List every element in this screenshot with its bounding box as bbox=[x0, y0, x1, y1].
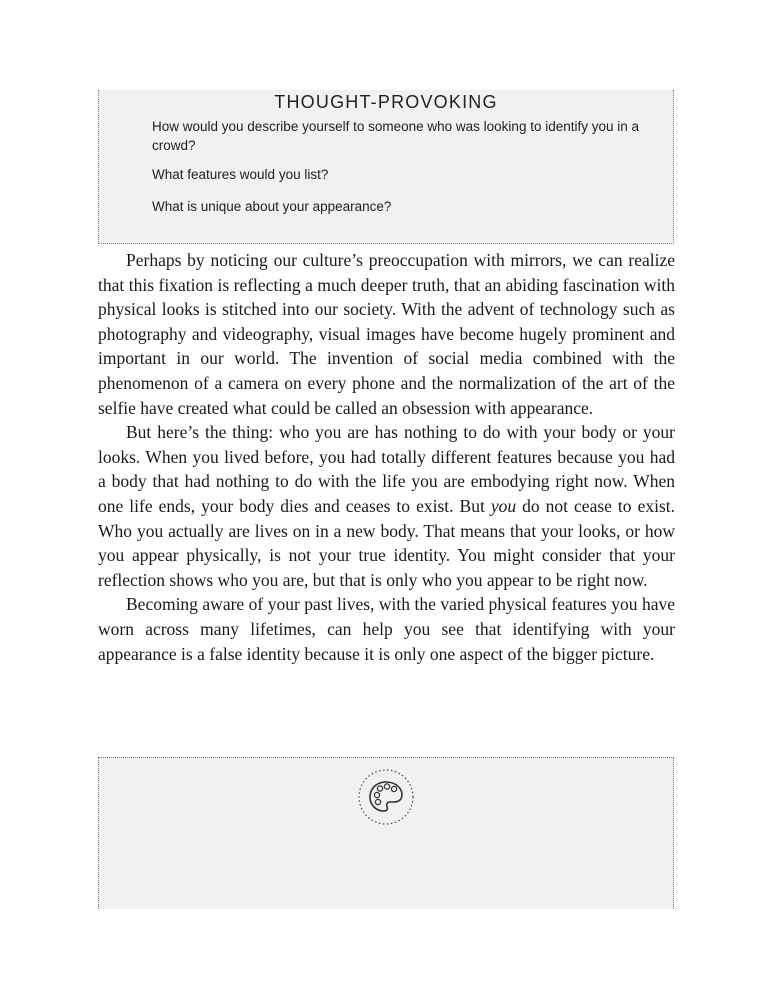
palette-icon bbox=[357, 768, 415, 826]
paragraph-2-end: do not cease to exist. Who you actually are lives on in a new body. That means that your looks, or how you appear physically, is not your true identity. You might consider that your reflection shows who you are, but that is only who you appear to be right now. bbox=[98, 495, 675, 590]
thought-provoking-box bbox=[98, 90, 674, 244]
emphasis-you: you bbox=[490, 495, 517, 516]
paragraph-2-start: But here’s the thing: who you are has nothing to do with your body or your looks. When you lived before, you had totally different features because you had a body that had nothing to do with the life you are embodying right now. When one life ends, your body dies and ceases to exist. But bbox=[98, 422, 675, 516]
question-3: What is unique about your appearance? bbox=[152, 199, 392, 214]
activity-box bbox=[98, 757, 674, 909]
paragraph-2 bbox=[98, 420, 675, 592]
question-1: How would you describe yourself to someone who was looking to identify you in a crowd? bbox=[152, 119, 640, 153]
body-text bbox=[98, 248, 675, 666]
question-2: What features would you list? bbox=[152, 167, 329, 182]
paragraph-3: Becoming aware of your past lives, with the varied physical features you have worn across many lifetimes, can help you see that identifying with your appearance is a false identity because it is only one aspect of the bigger picture. bbox=[98, 594, 675, 664]
paragraph-1: Perhaps by noticing our culture’s preoccupation with mirrors, we can realize that this fixation is reflecting a much deeper truth, that an abiding fascination with physical looks is stitched into our society. With the advent of technology such as photography and videography, visual images have become hugely prominent and important in our world. The invention of social media combined with the phenomenon of a camera on every phone and the normalization of the art of the selfie have created what could be called an obsession with appearance. bbox=[98, 250, 675, 418]
box-title: THOUGHT-PROVOKING bbox=[274, 92, 498, 112]
